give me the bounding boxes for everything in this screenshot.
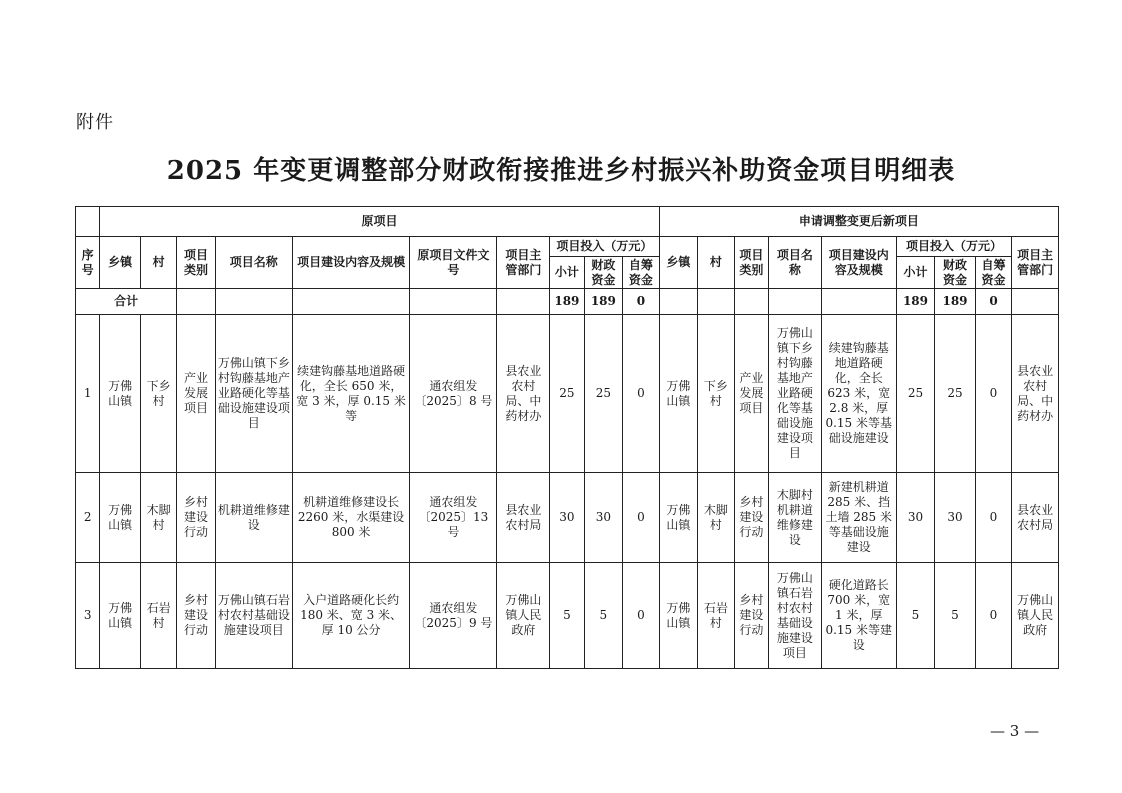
cell-new-content: 续建钩藤基地道路硬化，全长 623 米，宽 2.8 米，厚 0.15 米等基础设施建设 bbox=[821, 315, 896, 473]
cell-new-town: 万佛山镇 bbox=[659, 473, 698, 563]
header-seq: 序号 bbox=[76, 237, 100, 289]
cell-dept: 县农业农村局 bbox=[497, 473, 550, 563]
cell-new-village: 石岩村 bbox=[698, 563, 734, 669]
total-new-fiscal: 189 bbox=[935, 289, 976, 315]
cell-name: 万佛山镇下乡村钩藤基地产业路硬化等基础设施建设项目 bbox=[215, 315, 292, 473]
cell-new-subtotal: 30 bbox=[896, 473, 935, 563]
header-fiscal: 财政资金 bbox=[584, 257, 623, 289]
page-title: 2025 年变更调整部分财政衔接推进乡村振兴补助资金项目明细表 bbox=[166, 156, 956, 186]
cell-new-self: 0 bbox=[975, 563, 1011, 669]
header-investment: 项目投入（万元） bbox=[550, 237, 659, 257]
cell-new-village: 木脚村 bbox=[698, 473, 734, 563]
cell-subtotal: 5 bbox=[550, 563, 584, 669]
header-new-subtotal: 小计 bbox=[896, 257, 935, 289]
cell-fiscal: 30 bbox=[584, 473, 623, 563]
cell-name: 万佛山镇石岩村农村基础设施建设项目 bbox=[215, 563, 292, 669]
header-town: 乡镇 bbox=[100, 237, 141, 289]
cell-new-fiscal: 30 bbox=[935, 473, 976, 563]
cell-village: 下乡村 bbox=[140, 315, 176, 473]
cell-self: 0 bbox=[623, 563, 660, 669]
cell-fiscal: 25 bbox=[584, 315, 623, 473]
cell-subtotal: 25 bbox=[550, 315, 584, 473]
total-self: 0 bbox=[623, 289, 660, 315]
cell-category: 乡村建设行动 bbox=[177, 473, 216, 563]
header-new-self: 自筹资金 bbox=[975, 257, 1011, 289]
header-dept: 项目主管部门 bbox=[497, 237, 550, 289]
header-new-content: 项目建设内容及规模 bbox=[821, 237, 896, 289]
header-new-village: 村 bbox=[698, 237, 734, 289]
cell-village: 石岩村 bbox=[140, 563, 176, 669]
cell-new-fiscal: 25 bbox=[935, 315, 976, 473]
table-row bbox=[76, 315, 1059, 473]
header-new-fiscal: 财政资金 bbox=[935, 257, 976, 289]
section-original: 原项目 bbox=[100, 207, 659, 237]
cell-new-name: 万佛山镇下乡村钩藤基地产业路硬化等基础设施建设项目 bbox=[769, 315, 822, 473]
total-fiscal: 189 bbox=[584, 289, 623, 315]
cell-new-category: 产业发展项目 bbox=[734, 315, 768, 473]
cell-category: 乡村建设行动 bbox=[177, 563, 216, 669]
header-new-investment: 项目投入（万元） bbox=[896, 237, 1012, 257]
cell-doc: 通农组发〔2025〕8 号 bbox=[410, 315, 497, 473]
cell-new-subtotal: 25 bbox=[896, 315, 935, 473]
cell-new-fiscal: 5 bbox=[935, 563, 976, 669]
corner-cell bbox=[76, 207, 100, 237]
cell-village: 木脚村 bbox=[140, 473, 176, 563]
cell-name: 机耕道维修建设 bbox=[215, 473, 292, 563]
total-label: 合计 bbox=[76, 289, 177, 315]
cell-new-town: 万佛山镇 bbox=[659, 315, 698, 473]
cell-new-village: 下乡村 bbox=[698, 315, 734, 473]
cell-category: 产业发展项目 bbox=[177, 315, 216, 473]
header-new-dept: 项目主管部门 bbox=[1012, 237, 1059, 289]
page-number: — 3 — bbox=[990, 722, 1040, 740]
cell-new-self: 0 bbox=[975, 315, 1011, 473]
table-row bbox=[76, 473, 1059, 563]
total-row bbox=[76, 289, 1059, 315]
attachment-label: 附件 bbox=[76, 112, 114, 133]
cell-new-name: 万佛山镇石岩村农村基础设施建设项目 bbox=[769, 563, 822, 669]
project-table bbox=[75, 206, 1059, 669]
header-new-category: 项目类别 bbox=[734, 237, 768, 289]
cell-town: 万佛山镇 bbox=[100, 563, 141, 669]
header-name: 项目名称 bbox=[215, 237, 292, 289]
cell-new-content: 硬化道路长 700 米，宽 1 米，厚 0.15 米等建设 bbox=[821, 563, 896, 669]
table-row bbox=[76, 563, 1059, 669]
cell-content: 入户道路硬化长约 180 米、宽 3 米、厚 10 公分 bbox=[292, 563, 410, 669]
cell-self: 0 bbox=[623, 315, 660, 473]
total-new-self: 0 bbox=[975, 289, 1011, 315]
cell-new-town: 万佛山镇 bbox=[659, 563, 698, 669]
header-doc: 原项目文件文号 bbox=[410, 237, 497, 289]
cell-doc: 通农组发〔2025〕13 号 bbox=[410, 473, 497, 563]
cell-new-dept: 县农业农村局 bbox=[1012, 473, 1059, 563]
cell-doc: 通农组发〔2025〕9 号 bbox=[410, 563, 497, 669]
section-adjusted: 申请调整变更后新项目 bbox=[659, 207, 1058, 237]
cell-new-self: 0 bbox=[975, 473, 1011, 563]
cell-dept: 县农业农村局、中药材办 bbox=[497, 315, 550, 473]
cell-new-category: 乡村建设行动 bbox=[734, 473, 768, 563]
header-subtotal: 小计 bbox=[550, 257, 584, 289]
header-village: 村 bbox=[140, 237, 176, 289]
cell-dept: 万佛山镇人民政府 bbox=[497, 563, 550, 669]
header-self: 自筹资金 bbox=[623, 257, 660, 289]
cell-new-dept: 县农业农村局、中药材办 bbox=[1012, 315, 1059, 473]
total-new-subtotal: 189 bbox=[896, 289, 935, 315]
cell-seq: 3 bbox=[76, 563, 100, 669]
cell-self: 0 bbox=[623, 473, 660, 563]
cell-seq: 2 bbox=[76, 473, 100, 563]
cell-new-category: 乡村建设行动 bbox=[734, 563, 768, 669]
cell-content: 机耕道维修建设长 2260 米，水渠建设 800 米 bbox=[292, 473, 410, 563]
cell-new-content: 新建机耕道 285 米、挡土墙 285 米等基础设施建设 bbox=[821, 473, 896, 563]
cell-seq: 1 bbox=[76, 315, 100, 473]
header-category: 项目类别 bbox=[177, 237, 216, 289]
cell-new-subtotal: 5 bbox=[896, 563, 935, 669]
total-subtotal: 189 bbox=[550, 289, 584, 315]
cell-town: 万佛山镇 bbox=[100, 473, 141, 563]
cell-new-dept: 万佛山镇人民政府 bbox=[1012, 563, 1059, 669]
header-new-town: 乡镇 bbox=[659, 237, 698, 289]
cell-fiscal: 5 bbox=[584, 563, 623, 669]
cell-content: 续建钩藤基地道路硬化，全长 650 米，宽 3 米，厚 0.15 米等 bbox=[292, 315, 410, 473]
cell-subtotal: 30 bbox=[550, 473, 584, 563]
cell-new-name: 木脚村机耕道维修建设 bbox=[769, 473, 822, 563]
cell-town: 万佛山镇 bbox=[100, 315, 141, 473]
header-new-name: 项目名称 bbox=[769, 237, 822, 289]
header-content: 项目建设内容及规模 bbox=[292, 237, 410, 289]
